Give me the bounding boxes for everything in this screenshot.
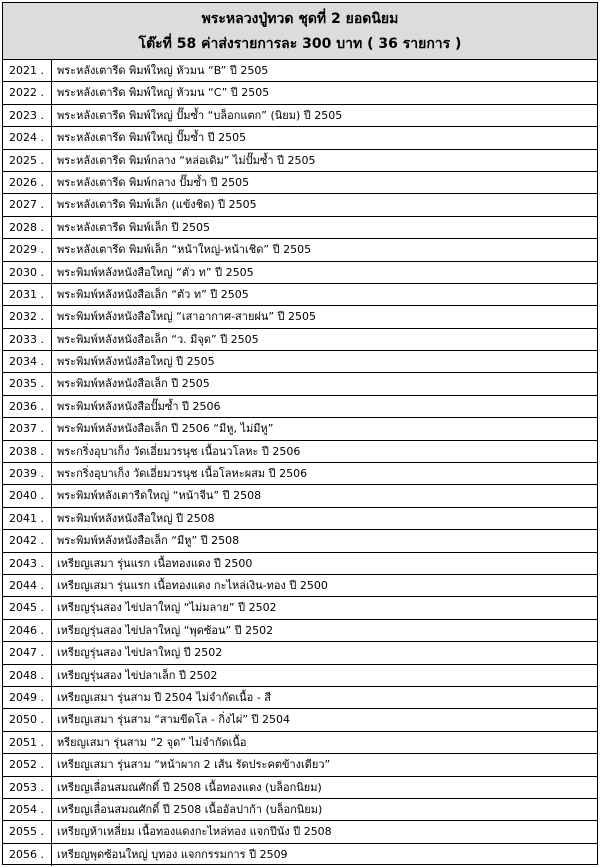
item-number: 2052 .: [3, 754, 52, 775]
table-row: [3, 127, 597, 149]
item-number: 2050 .: [3, 709, 52, 730]
item-description: พระพิมพ์หลังหนังสือเล็ก “มีหู” ปี 2508: [57, 534, 240, 548]
item-number: 2036 .: [3, 396, 52, 417]
table-row: [3, 60, 597, 82]
table-row: [3, 82, 597, 104]
item-description: เหรียญเสมา รุ่นแรก เนื้อทองแดง กะไหล่เงิน-ทอง ปี 2500: [57, 578, 328, 592]
item-number: 2025 .: [3, 150, 52, 171]
item-description: เหรียญเลื่อนสมณศักดิ์ ปี 2508 เนื้อทองแดง (บล็อกนิยม): [57, 780, 322, 794]
table-row: [3, 239, 597, 261]
table-row: [3, 262, 597, 284]
item-description: พระพิมพ์หลังหนังสือปั๊มซ้ำ ปี 2506: [57, 399, 221, 413]
item-number: 2030 .: [3, 262, 52, 283]
item-description: พระพิมพ์หลังหนังสือใหญ่ ปี 2508: [57, 511, 215, 525]
catalog-header: [3, 3, 597, 60]
item-description: เหรียญรุ่นสอง ไข่ปลาใหญ่ ปี 2502: [57, 646, 223, 660]
table-row: [3, 194, 597, 216]
item-description: พระหลังเตารีด พิมพ์กลาง ปั๊มซ้ำ ปี 2505: [57, 175, 250, 189]
item-description: พระหลังเตารีด พิมพ์เล็ก “หน้าใหญ่-หน้าเชิด” ปี 2505: [57, 243, 312, 257]
item-description: เหรียญเสมา รุ่นสาม “หน้าผาก 2 เส้น รัดประคตข้างเดียว”: [57, 758, 331, 772]
item-description: พระพิมพ์หลังหนังสือเล็ก “ว. มีจุด” ปี 2505: [57, 332, 259, 346]
table-row: [3, 172, 597, 194]
item-number: 2038 .: [3, 441, 52, 462]
item-number: 2041 .: [3, 508, 52, 529]
item-description: พระหลังเตารีด พิมพ์เล็ก ปี 2505: [57, 220, 210, 234]
item-number: 2026 .: [3, 172, 52, 193]
item-number: 2048 .: [3, 665, 52, 686]
item-description: พระหลังเตารีด พิมพ์ใหญ่ ปั๊มซ้ำ “บล็อกแตก” (นิยม) ปี 2505: [57, 108, 343, 122]
item-number: 2033 .: [3, 329, 52, 350]
item-description: พระพิมพ์หลังหนังสือเล็ก “ตัว ท” ปี 2505: [57, 287, 249, 301]
table-row: [3, 284, 597, 306]
item-number: 2042 .: [3, 530, 52, 551]
table-row: [3, 709, 597, 731]
item-number: 2027 .: [3, 194, 52, 215]
item-number: 2055 .: [3, 821, 52, 842]
table-row: [3, 463, 597, 485]
item-number: 2043 .: [3, 553, 52, 574]
item-description: เหรียญเลื่อนสมณศักดิ์ ปี 2508 เนื้ออัลปาก้า (บล็อกนิยม): [57, 802, 323, 816]
item-description: พระพิมพ์หลังหนังสือเล็ก ปี 2506 “มีหู, ไม่มีหู”: [57, 422, 274, 436]
table-row: [3, 597, 597, 619]
item-description: เหรียญห้าเหลี่ยม เนื้อทองแดงกะไหล่ทอง แจกปีนัง ปี 2508: [57, 825, 332, 839]
item-description: พระพิมพ์หลังหนังสือเล็ก ปี 2505: [57, 377, 210, 391]
item-number: 2029 .: [3, 239, 52, 260]
item-number: 2021 .: [3, 60, 52, 81]
item-description: พระหลังเตารีด พิมพ์กลาง “หล่อเดิม” ไม่ปั๊มซ้ำ ปี 2505: [57, 153, 316, 167]
item-number: 2054 .: [3, 799, 52, 820]
table-row: [3, 306, 597, 328]
item-number: 2024 .: [3, 127, 52, 148]
table-row: [3, 687, 597, 709]
table-row: [3, 575, 597, 597]
table-row: [3, 441, 597, 463]
item-number: 2046 .: [3, 620, 52, 641]
item-description: พระหลังเตารีด พิมพ์ใหญ่ ปั๊มซ้ำ ปี 2505: [57, 131, 247, 145]
catalog-item-list: [3, 60, 597, 866]
table-row: [3, 620, 597, 642]
table-row: [3, 754, 597, 776]
item-number: 2040 .: [3, 485, 52, 506]
catalog-subtitle: โต๊ะที่ 58 ค่าส่งรายการละ 300 บาท ( 36 รายการ ): [138, 36, 462, 52]
item-number: 2034 .: [3, 351, 52, 372]
table-row: [3, 150, 597, 172]
table-row: [3, 508, 597, 530]
table-row: [3, 530, 597, 552]
item-description: พระกริ่งอุบาเก็ง วัดเอี่ยมวรนุช เนื้อนวโลหะ ปี 2506: [57, 444, 301, 458]
item-description: เหรียญรุ่นสอง ไข่ปลาใหญ่ “พุดซ้อน” ปี 2502: [57, 623, 274, 637]
table-row: [3, 217, 597, 239]
item-description: เหรียญพุดซ้อนใหญ่ บุทอง แจกกรรมการ ปี 2509: [57, 847, 288, 861]
table-row: [3, 553, 597, 575]
item-number: 2051 .: [3, 732, 52, 753]
item-number: 2053 .: [3, 777, 52, 798]
item-description: พระหลังเตารีด พิมพ์ใหญ่ หัวมน “B” ปี 2505: [57, 64, 269, 77]
table-row: [3, 642, 597, 664]
item-description: เหรียญรุ่นสอง ไข่ปลาใหญ่ “ไม่มลาย” ปี 2502: [57, 601, 277, 615]
table-row: [3, 329, 597, 351]
item-number: 2056 .: [3, 844, 52, 866]
item-number: 2035 .: [3, 373, 52, 394]
item-description: พระพิมพ์หลังเตารีดใหญ่ “หน้าจีน” ปี 2508: [57, 489, 262, 503]
table-row: [3, 732, 597, 754]
table-row: [3, 351, 597, 373]
table-row: [3, 799, 597, 821]
item-description: เหรียญรุ่นสอง ไข่ปลาเล็ก ปี 2502: [57, 668, 218, 682]
item-description: พระกริ่งอุบาเก็ง วัดเอี่ยมวรนุช เนื้อโลหะผสม ปี 2506: [57, 467, 308, 481]
item-number: 2028 .: [3, 217, 52, 238]
item-number: 2031 .: [3, 284, 52, 305]
item-description: พระพิมพ์หลังหนังสือใหญ่ ปี 2505: [57, 355, 215, 369]
item-number: 2037 .: [3, 418, 52, 439]
item-description: พระพิมพ์หลังหนังสือใหญ่ “เสาอากาศ-สายฝน” ปี 2505: [57, 310, 317, 324]
item-description: พระหลังเตารีด พิมพ์เล็ก (แข้งชิด) ปี 2505: [57, 198, 257, 212]
item-number: 2032 .: [3, 306, 52, 327]
table-row: [3, 485, 597, 507]
item-description: เหรียญเสมา รุ่นสาม “สามขีดโล - กิ่งไผ่” ปี 2504: [57, 713, 290, 727]
item-number: 2039 .: [3, 463, 52, 484]
item-number: 2047 .: [3, 642, 52, 663]
table-row: [3, 373, 597, 395]
table-row: [3, 665, 597, 687]
item-number: 2022 .: [3, 82, 52, 103]
item-number: 2044 .: [3, 575, 52, 596]
catalog-title: พระหลวงปู่ทวด ชุดที่ 2 ยอดนิยม: [201, 11, 399, 27]
item-number: 2045 .: [3, 597, 52, 618]
item-number: 2049 .: [3, 687, 52, 708]
table-row: [3, 396, 597, 418]
table-row: [3, 821, 597, 843]
item-number: 2023 .: [3, 105, 52, 126]
table-row: [3, 844, 597, 866]
item-description: เหรียญเสมา รุ่นสาม ปี 2504 ไม่จำกัดเนื้อ - สี: [57, 690, 271, 704]
table-row: [3, 418, 597, 440]
item-description: หรียญเสมา รุ่นสาม “2 จุด” ไม่จำกัดเนื้อ: [57, 735, 247, 749]
item-description: พระพิมพ์หลังหนังสือใหญ่ “ตัว ท” ปี 2505: [57, 265, 254, 279]
catalog-document: [2, 2, 598, 865]
item-description: เหรียญเสมา รุ่นแรก เนื้อทองแดง ปี 2500: [57, 556, 253, 570]
table-row: [3, 777, 597, 799]
table-row: [3, 105, 597, 127]
item-description: พระหลังเตารีด พิมพ์ใหญ่ หัวมน “C” ปี 2505: [57, 86, 270, 100]
